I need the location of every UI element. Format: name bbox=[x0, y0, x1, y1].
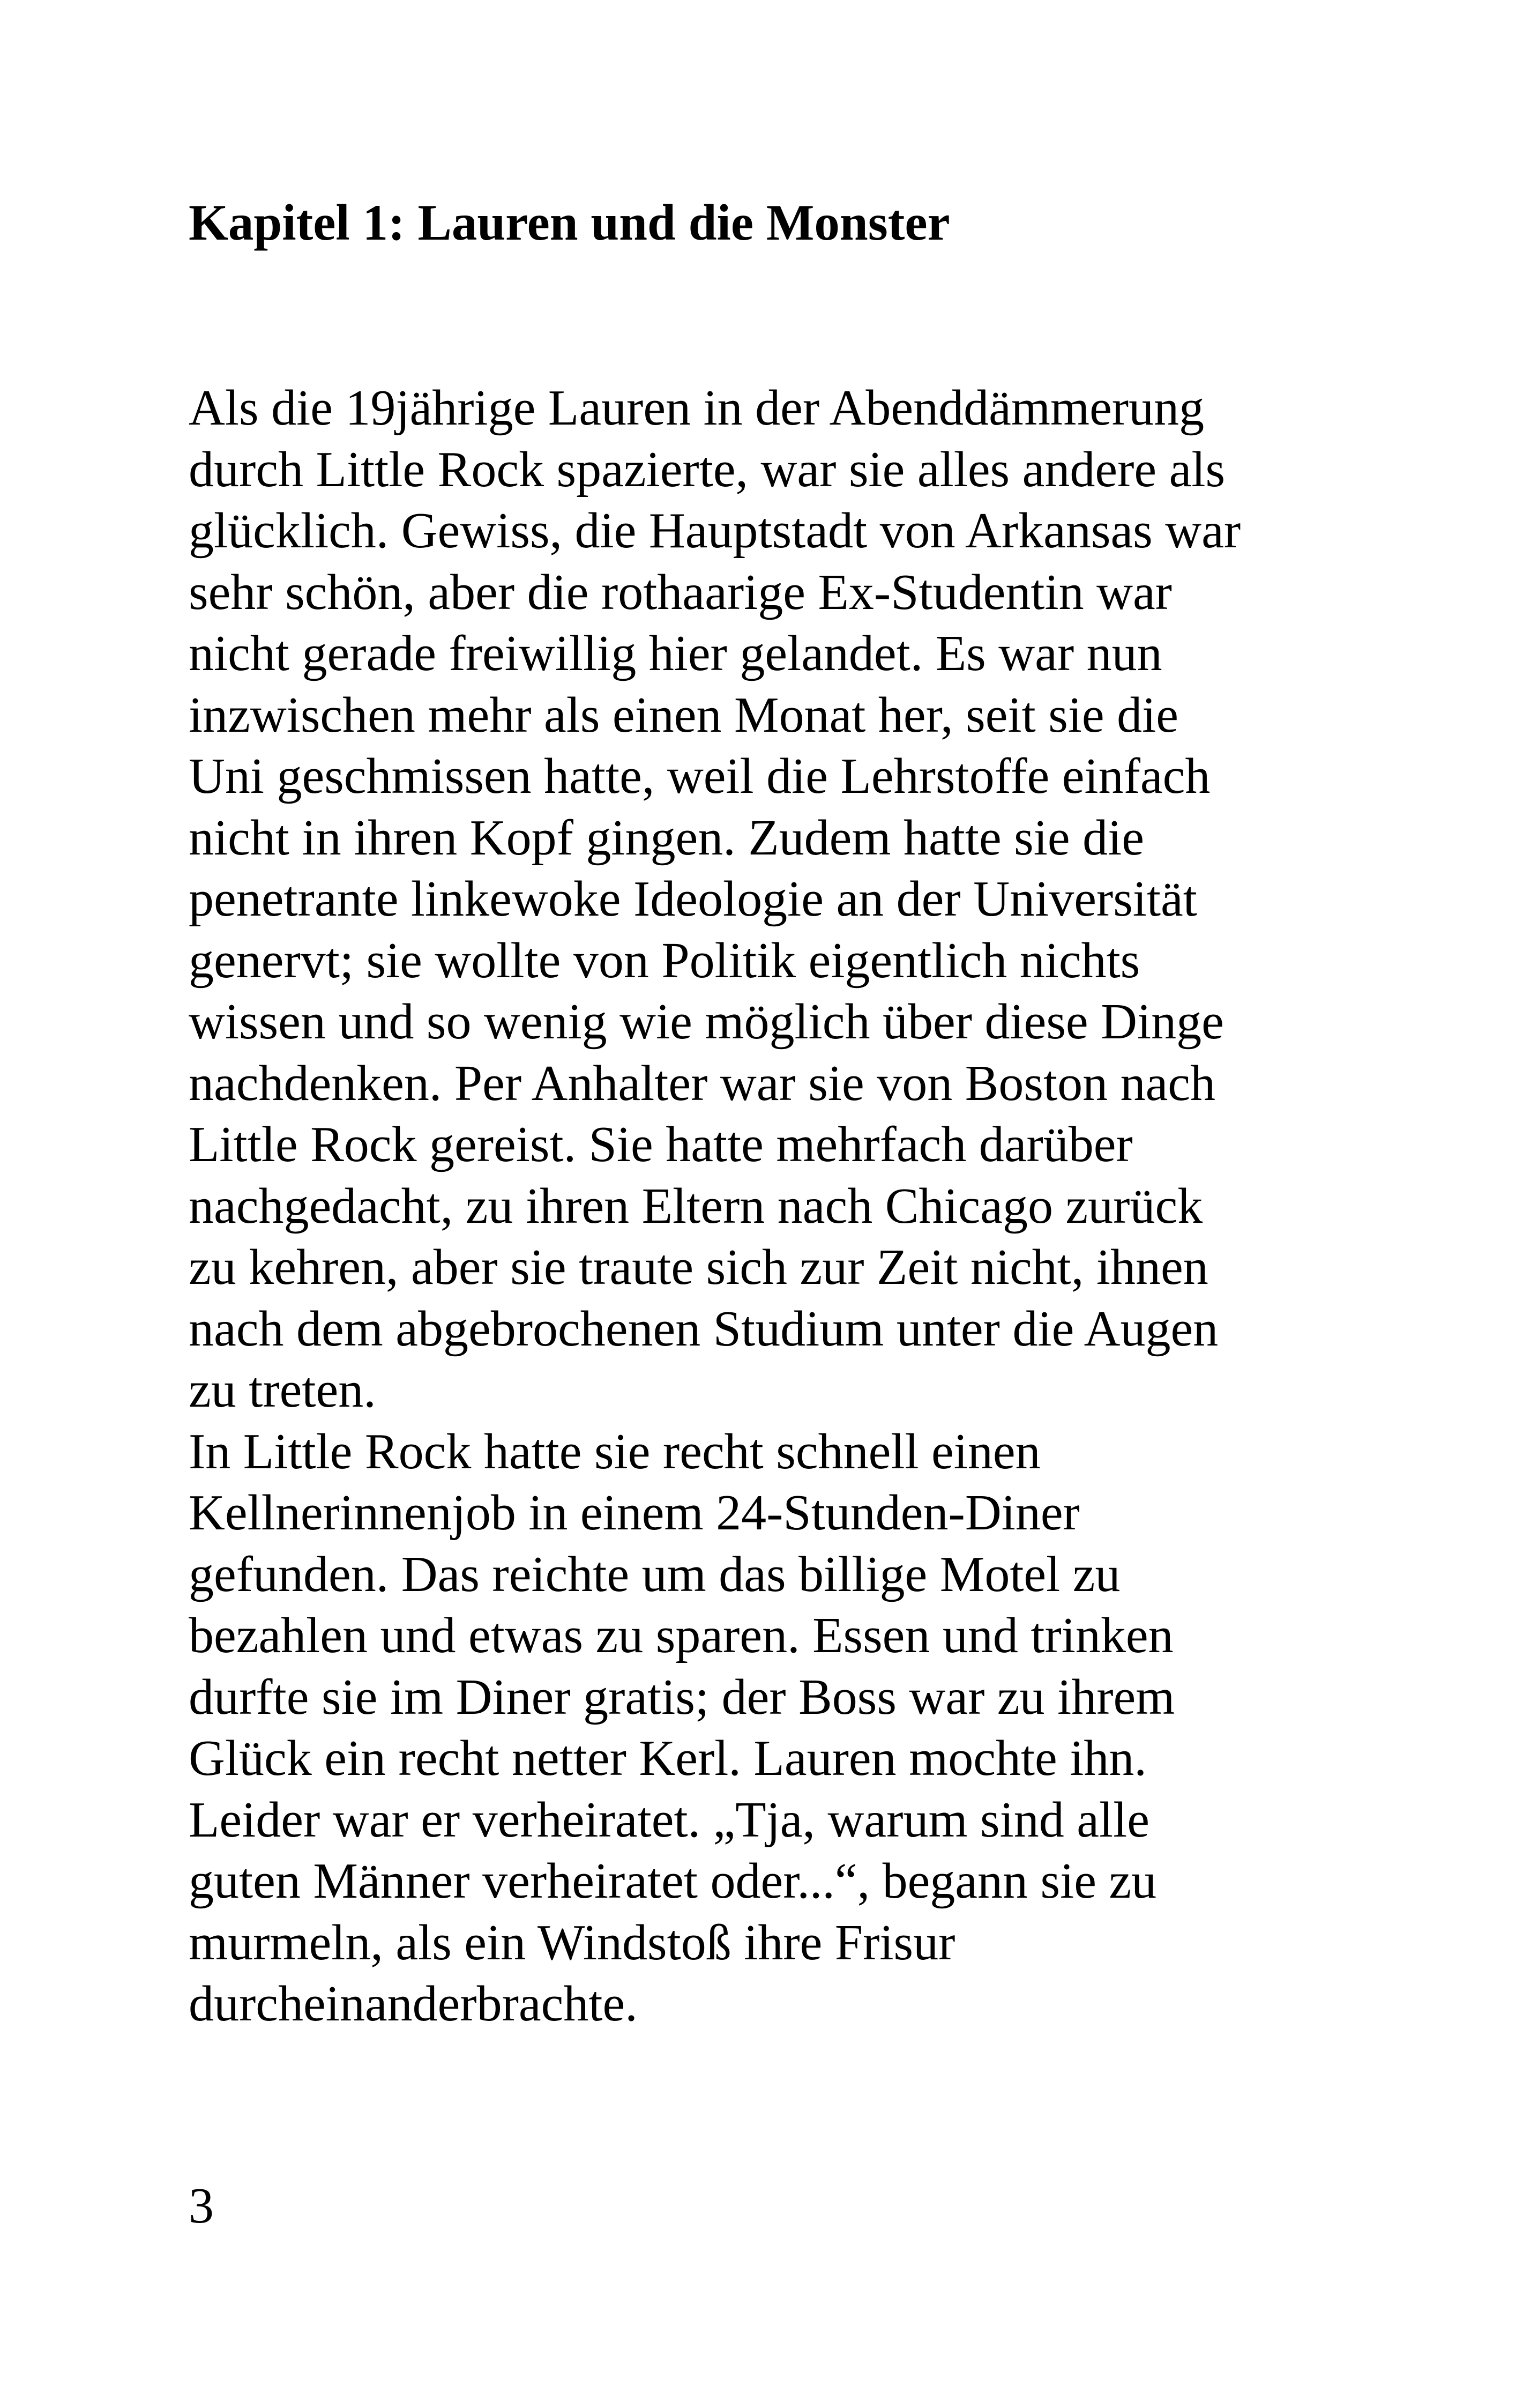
text-line-7: Uni geschmissen hatte, weil die Lehrstoffe einfach bbox=[189, 748, 1211, 804]
text-line-12: nachdenken. Per Anhalter war sie von Boston nach bbox=[189, 1055, 1216, 1111]
text-line-25: guten Männer verheiratet oder...“, begann sie zu bbox=[189, 1853, 1157, 1909]
text-line-3: glücklich. Gewiss, die Hauptstadt von Arkansas war bbox=[189, 503, 1241, 559]
text-line-15: zu kehren, aber sie traute sich zur Zeit nicht, ihnen bbox=[189, 1239, 1208, 1295]
page-number: 3 bbox=[189, 2178, 214, 2234]
text-line-11: wissen und so wenig wie möglich über diese Dinge bbox=[189, 994, 1224, 1050]
text-line-19: Kellnerinnenjob in einem 24-Stunden-Diner bbox=[189, 1485, 1080, 1541]
text-line-27: durcheinanderbrachte. bbox=[189, 1976, 638, 2032]
text-line-2: durch Little Rock spazierte, war sie alles andere als bbox=[189, 441, 1226, 497]
text-line-10: genervt; sie wollte von Politik eigentlich nichts bbox=[189, 932, 1140, 989]
body-text bbox=[189, 377, 1241, 2035]
text-line-22: durfte sie im Diner gratis; der Boss war zu ihrem bbox=[189, 1669, 1175, 1725]
text-line-8: nicht in ihren Kopf gingen. Zudem hatte sie die bbox=[189, 809, 1144, 866]
text-line-24: Leider war er verheiratet. „Tja, warum sind alle bbox=[189, 1792, 1149, 1848]
text-line-13: Little Rock gereist. Sie hatte mehrfach darüber bbox=[189, 1117, 1133, 1172]
text-line-16: nach dem abgebrochenen Studium unter die Augen bbox=[189, 1300, 1219, 1357]
text-line-6: inzwischen mehr als einen Monat her, seit sie die bbox=[189, 687, 1178, 743]
text-line-26: murmeln, als ein Windstoß ihre Frisur bbox=[189, 1914, 955, 1971]
text-line-4: sehr schön, aber die rothaarige Ex-Studentin war bbox=[189, 564, 1172, 620]
text-line-18: In Little Rock hatte sie recht schnell einen bbox=[189, 1423, 1041, 1480]
text-line-20: gefunden. Das reichte um das billige Motel zu bbox=[189, 1546, 1121, 1602]
text-line-14: nachgedacht, zu ihren Eltern nach Chicago zurück bbox=[189, 1178, 1203, 1234]
text-line-21: bezahlen und etwas zu sparen. Essen und trinken bbox=[189, 1608, 1174, 1663]
text-line-17: zu treten. bbox=[189, 1362, 376, 1418]
text-line-23: Glück ein recht netter Kerl. Lauren mochte ihn. bbox=[189, 1730, 1147, 1786]
chapter-title: Kapitel 1: Lauren und die Monster bbox=[189, 194, 950, 251]
text-line-5: nicht gerade freiwillig hier gelandet. Es war nun bbox=[189, 626, 1162, 681]
text-line-9: penetrante linkewoke Ideologie an der Universität bbox=[189, 871, 1197, 927]
text-line-1: Als die 19jährige Lauren in der Abenddämmerung bbox=[189, 380, 1205, 436]
